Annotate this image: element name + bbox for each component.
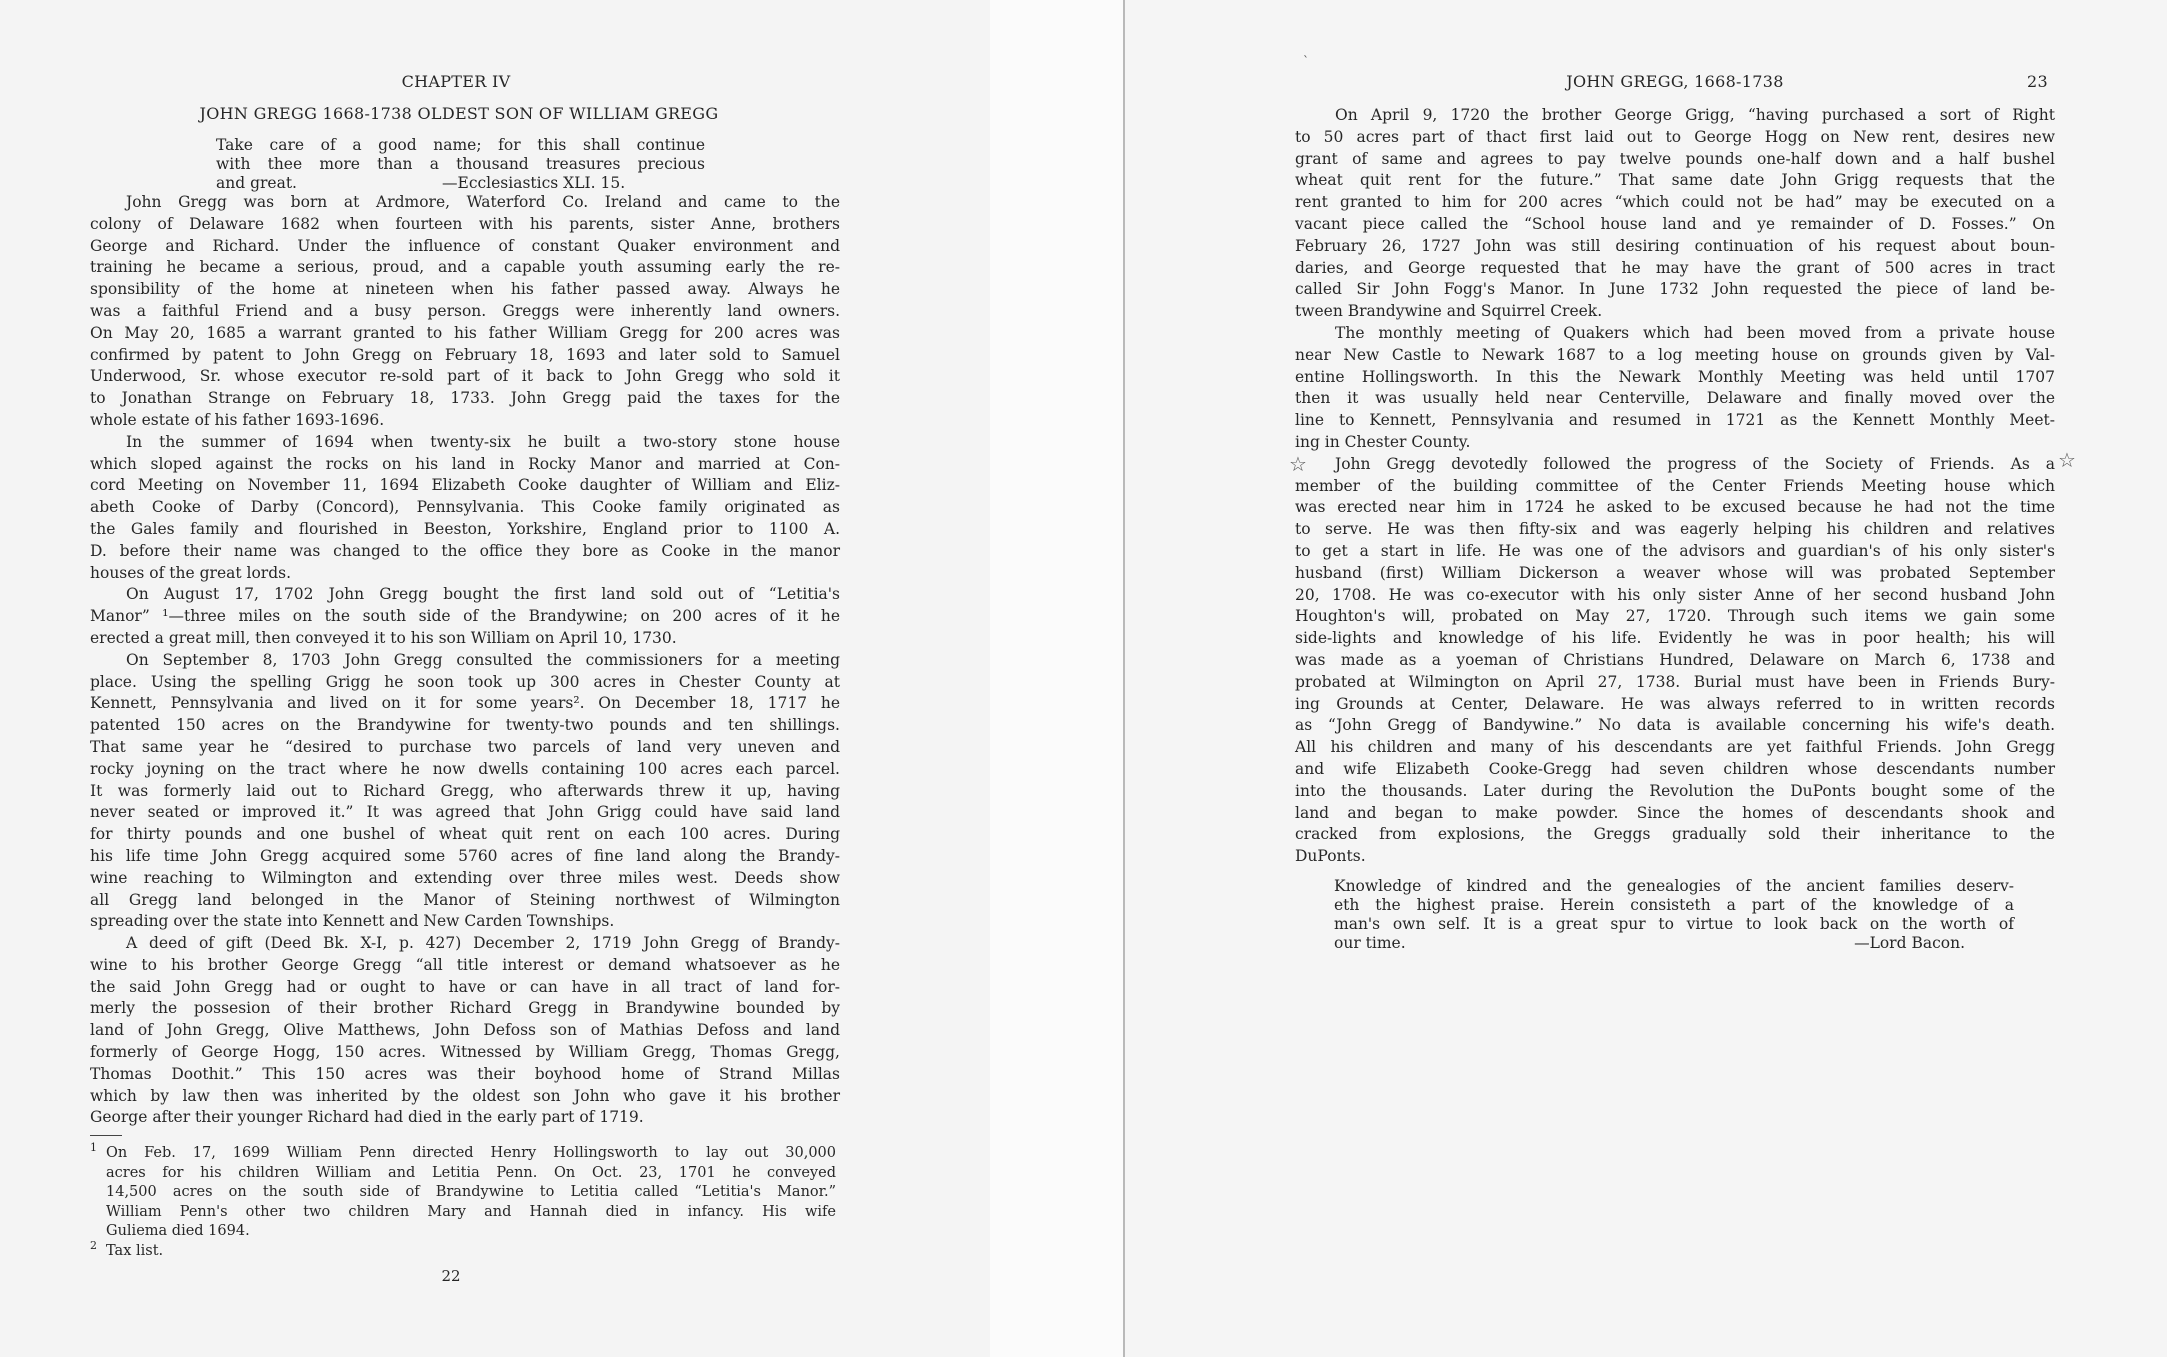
- text-line: was made as a yoeman of Christians Hundred, Delaware on March 6, 1738 and: [1295, 650, 2055, 669]
- footnote-rule: [90, 1135, 122, 1136]
- paragraph: [90, 192, 840, 432]
- epigraph-line: [216, 174, 705, 193]
- text-line: all Gregg land belonged in the Manor of Steining northwest of Wilmington: [90, 890, 840, 909]
- text-line: husband (first) William Dickerson a weaver whose will was probated September: [1295, 563, 2055, 582]
- text-line: DuPonts.: [1295, 847, 1366, 866]
- text-line: John Gregg was born at Ardmore, Waterford Co. Ireland and came to the: [126, 193, 840, 211]
- text-line: was a faithful Friend and a busy person. Greggs were inherently land owners.: [90, 301, 840, 320]
- quote-last-line: our time.: [1334, 934, 1406, 952]
- paragraph: [1295, 454, 2055, 868]
- text-line: into the thousands. Later during the Revolution the DuPonts bought some of the: [1295, 781, 2055, 800]
- epigraph-line: with thee more than a thousand treasures precious: [216, 155, 705, 173]
- quote-attribution: —Lord Bacon.: [1854, 934, 1965, 952]
- footnote-marker: 2: [90, 1238, 97, 1252]
- footnote-line: Guliema died 1694.: [106, 1223, 250, 1240]
- text-line: George and Richard. Under the influence of constant Quaker environment and: [90, 236, 840, 255]
- text-line: Manor” ¹—three miles on the south side of the Brandywine; on 200 acres of it he: [90, 607, 840, 626]
- text-line: entine Hollingsworth. In this the Newark Monthly Meeting was held until 1707: [1295, 367, 2055, 386]
- text-line: ing Grounds at Center, Delaware. He was always referred to in written records: [1295, 694, 2055, 713]
- epigraph-attribution: —Ecclesiastics XLI. 15.: [442, 174, 626, 192]
- text-line: Houghton's will, probated on May 27, 1720. Through such items we gain some: [1295, 607, 2055, 626]
- paragraph: [90, 432, 840, 585]
- text-line: tween Brandywine and Squirrel Creek.: [1295, 302, 1603, 321]
- paragraph: [90, 933, 840, 1129]
- text-line: member of the building committee of the Center Friends Meeting house which: [1295, 476, 2055, 495]
- star-annotation-icon: ☆: [1289, 452, 1307, 476]
- text-line: February 26, 1727 John was still desiring continuation of his request about boun-: [1295, 236, 2055, 255]
- text-line: vacant piece called the “School house land and ye remainder of D. Fosses.” On: [1295, 214, 2055, 233]
- text-line: On September 8, 1703 John Gregg consulted the commissioners for a meeting: [126, 650, 840, 669]
- text-line: houses of the great lords.: [90, 563, 292, 582]
- paragraph: [1295, 105, 2055, 323]
- chapter-title: JOHN GREGG 1668-1738 OLDEST SON OF WILLIAM GREGG: [199, 104, 719, 123]
- footnote-marker: 1: [90, 1141, 97, 1154]
- text-line: formerly of George Hogg, 150 acres. Witnessed by William Gregg, Thomas Gregg,: [90, 1043, 840, 1062]
- text-line: grant of same and agrees to pay twelve pounds one-half down and a half bushel: [1295, 149, 2055, 168]
- text-line: which sloped against the rocks on his land in Rocky Manor and married at Con-: [90, 454, 840, 473]
- text-line: line to Kennett, Pennsylvania and resumed in 1721 as the Kennett Monthly Meet-: [1295, 411, 2055, 430]
- text-line: wine reaching to Wilmington and extending over three miles west. Deeds show: [90, 868, 840, 887]
- text-line: land of John Gregg, Olive Matthews, John Defoss son of Mathias Defoss and land: [90, 1021, 840, 1040]
- footnote-line: William Penn's other two children Mary and Hannah died in infancy. His wife: [106, 1203, 836, 1220]
- text-line: which by law then was inherited by the oldest son John who gave it his brother: [90, 1086, 840, 1105]
- paragraph: [90, 650, 840, 933]
- text-line: wine to his brother George Gregg “all title interest or demand whatsoever as he: [90, 955, 840, 974]
- footnote-line: On Feb. 17, 1699 William Penn directed Henry Hollingsworth to lay out 30,000: [106, 1145, 836, 1161]
- epigraph-last-line: and great.: [216, 174, 297, 192]
- text-line: Kennett, Pennsylvania and lived on it for some years². On December 18, 1717 he: [90, 694, 840, 713]
- running-head: JOHN GREGG, 1668-1738: [1566, 72, 1784, 91]
- text-line: place. Using the spelling Grigg he soon took up 300 acres in Chester County at: [90, 672, 840, 691]
- text-line: was erected near him in 1724 he asked to be excused because he had not the time: [1295, 498, 2055, 517]
- quote-line: Knowledge of kindred and the genealogies of the ancient families deserv-: [1334, 877, 2014, 895]
- text-line: then it was usually held near Centerville, Delaware and finally moved over the: [1295, 389, 2055, 408]
- star-annotation-icon: ☆: [2058, 448, 2076, 472]
- text-line: and wife Elizabeth Cooke-Gregg had seven children whose descendants number: [1295, 759, 2055, 778]
- text-line: abeth Cooke of Darby (Concord), Pennsylvania. This Cooke family originated as: [90, 498, 840, 517]
- text-line: whole estate of his father 1693-1696.: [90, 410, 385, 429]
- footnotes: [90, 1141, 836, 1262]
- text-line: to Jonathan Strange on February 18, 1733. John Gregg paid the taxes for the: [90, 389, 840, 408]
- text-line: All his children and many of his descendants are yet faithful Friends. John Gregg: [1295, 738, 2055, 757]
- quote-line: eth the highest praise. Herein consisteth a part of the knowledge of a: [1334, 896, 2014, 914]
- text-line: The monthly meeting of Quakers which had been moved from a private house: [1335, 323, 2055, 342]
- text-line: That same year he “desired to purchase two parcels of land very uneven and: [90, 737, 840, 756]
- text-line: to serve. He was then fifty-six and was eagerly helping his children and relatives: [1295, 520, 2055, 539]
- text-line: to 50 acres part of thact first laid out to George Hogg on New rent, desires new: [1295, 127, 2055, 146]
- page-number: 23: [2027, 72, 2048, 91]
- text-line: cord Meeting on November 11, 1694 Elizabeth Cooke daughter of William and Eliz-: [90, 476, 840, 495]
- text-line: probated at Wilmington on April 27, 1738. Burial must have been in Friends Bury-: [1295, 672, 2055, 691]
- paragraph: [1295, 323, 2055, 454]
- text-line: Underwood, Sr. whose executor re-sold part of it back to John Gregg who sold it: [90, 367, 840, 386]
- left-page-body: [90, 192, 840, 1129]
- text-line: the Gales family and flourished in Beeston, Yorkshire, England prior to 1100 A.: [90, 519, 840, 538]
- text-line: spreading over the state into Kennett and New Carden Townships.: [90, 912, 615, 931]
- epigraph-line: Take care of a good name; for this shall continue: [216, 136, 705, 154]
- paragraph: [90, 584, 840, 649]
- text-line: wheat quit rent for the future.” That same date John Grigg requests that the: [1295, 171, 2055, 190]
- footnote: [90, 1238, 836, 1262]
- text-line: 20, 1708. He was co-executor with his only sister Anne of her second husband John: [1295, 585, 2055, 604]
- text-line: confirmed by patent to John Gregg on February 18, 1693 and later sold to Samuel: [90, 345, 840, 364]
- text-line: Thomas Doothit.” This 150 acres was their boyhood home of Strand Millas: [90, 1064, 840, 1083]
- text-line: On May 20, 1685 a warrant granted to his father William Gregg for 200 acres was: [90, 323, 840, 342]
- text-line: as “John Gregg of Bandywine.” No data is available concerning his wife's death.: [1295, 716, 2055, 735]
- text-line: merly the possesion of their brother Richard Gregg in Brandywine bounded by: [90, 999, 840, 1018]
- text-line: near New Castle to Newark 1687 to a log meeting house on grounds given by Val-: [1295, 345, 2055, 364]
- text-line: rocky joyning on the tract where he now dwells containing 100 acres each parcel.: [90, 759, 840, 778]
- text-line: land and began to make powder. Since the homes of descendants shook and: [1295, 803, 2055, 822]
- pen-mark-icon: `: [1303, 54, 1309, 68]
- text-line: ing in Chester County.: [1295, 432, 1471, 451]
- text-line: sponsibility of the home at nineteen when his father passed away. Always he: [90, 280, 840, 299]
- text-line: A deed of gift (Deed Bk. X-I, p. 427) December 2, 1719 John Gregg of Brandy-: [126, 934, 840, 953]
- footnote-line: acres for his children William and Letitia Penn. On Oct. 23, 1701 he conveyed: [106, 1164, 836, 1181]
- epigraph: [216, 136, 705, 193]
- footnote-line: Tax list.: [106, 1242, 164, 1259]
- text-line: George after their younger Richard had died in the early part of 1719.: [90, 1108, 644, 1127]
- gutter: [990, 0, 1124, 1357]
- left-page: [0, 0, 990, 1357]
- text-line: patented 150 acres on the Brandywine for twenty-two pounds and ten shillings.: [90, 716, 840, 735]
- text-line: called Sir John Fogg's Manor. In June 1732 John requested the piece of land be-: [1295, 280, 2055, 299]
- footnote-line: 14,500 acres on the south side of Brandywine to Letitia called “Letitia's Manor.”: [106, 1184, 836, 1201]
- text-line: rent granted to him for 200 acres “which could not be had” may be executed on a: [1295, 193, 2055, 212]
- right-page: [1125, 0, 2167, 1357]
- text-line: to get a start in life. He was one of the advisors and guardian's of his only sister's: [1295, 541, 2055, 560]
- text-line: cracked from explosions, the Greggs gradually sold their inheritance to the: [1295, 825, 2055, 844]
- page-number: 22: [441, 1267, 461, 1285]
- text-line: D. before their name was changed to the office they bore as Cooke in the manor: [90, 541, 840, 560]
- quote-line: [1334, 934, 2014, 953]
- text-line: training he became a serious, proud, and a capable youth assuming early the re-: [90, 258, 840, 277]
- text-line: colony of Delaware 1682 when fourteen with his parents, sister Anne, brothers: [90, 214, 840, 233]
- text-line: It was formerly laid out to Richard Gregg, who afterwards threw it up, having: [90, 781, 840, 800]
- text-line: side-lights and knowledge of his life. Evidently he was in poor health; his will: [1295, 629, 2055, 648]
- text-line: On April 9, 1720 the brother George Grigg, “having purchased a sort of Right: [1335, 106, 2055, 124]
- text-line: erected a great mill, then conveyed it to his son William on April 10, 1730.: [90, 628, 677, 647]
- right-page-body: [1295, 105, 2055, 868]
- text-line: John Gregg devotedly followed the progress of the Society of Friends. As a: [1335, 454, 2055, 473]
- text-line: never seated or improved it.” It was agreed that John Grigg could have said land: [90, 803, 840, 822]
- text-line: for thirty pounds and one bushel of wheat quit rent on each 100 acres. During: [90, 825, 840, 844]
- text-line: his life time John Gregg acquired some 5760 acres of fine land along the Brandy-: [90, 846, 840, 865]
- text-line: the said John Gregg had or ought to have or can have in all tract of land for-: [90, 977, 840, 996]
- quote-line: man's own self. It is a great spur to virtue to look back on the worth of: [1334, 915, 2014, 933]
- text-line: On August 17, 1702 John Gregg bought the first land sold out of “Letitia's: [126, 585, 840, 604]
- chapter-heading: CHAPTER IV: [401, 72, 511, 91]
- text-line: In the summer of 1694 when twenty-six he built a two-story stone house: [126, 432, 840, 451]
- text-line: daries, and George requested that he may have the grant of 500 acres in tract: [1295, 258, 2055, 277]
- closing-quote: [1334, 877, 2014, 953]
- footnote: [90, 1141, 836, 1242]
